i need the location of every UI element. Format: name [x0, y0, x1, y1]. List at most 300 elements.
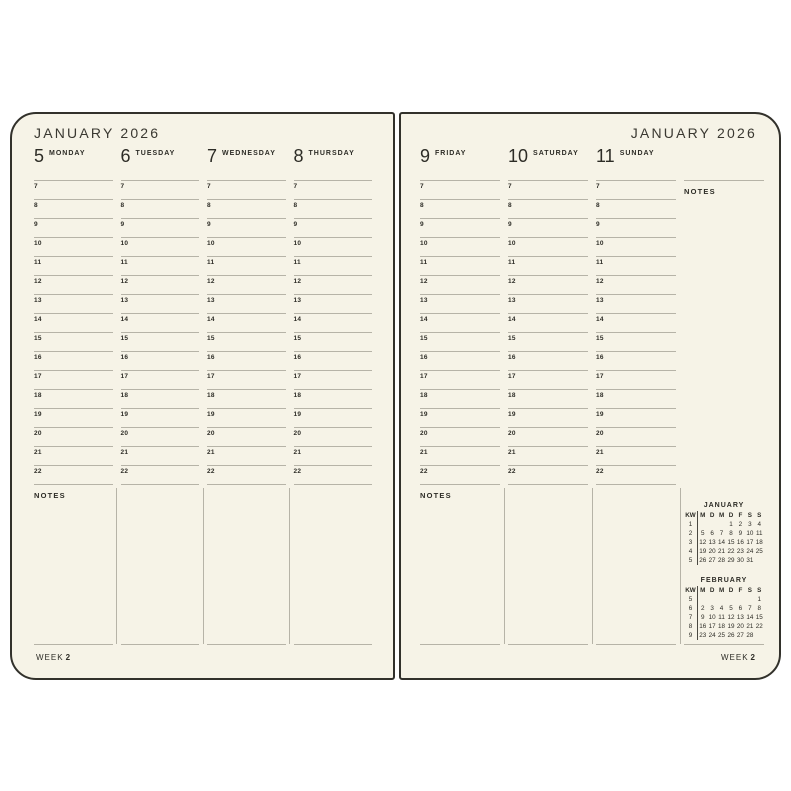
time-slot-row[interactable]	[207, 294, 286, 313]
calendar-day: 31	[746, 557, 754, 564]
time-slot-hour: 9	[420, 221, 424, 228]
calendar-day-header: D	[709, 587, 715, 594]
calendar-day: 10	[708, 614, 716, 621]
notes-label: NOTES	[34, 491, 66, 500]
mini-calendar-february	[684, 577, 764, 640]
time-slot-row[interactable]	[596, 180, 676, 199]
time-slot-row[interactable]	[596, 408, 676, 427]
time-slot-row[interactable]	[294, 294, 373, 313]
time-slot-hour: 18	[508, 392, 516, 399]
time-slot-row[interactable]	[420, 351, 500, 370]
time-slot-row[interactable]	[508, 427, 588, 446]
time-slot-hour: 19	[34, 411, 42, 418]
time-slot-row[interactable]	[121, 256, 200, 275]
time-slot-row[interactable]	[121, 446, 200, 465]
time-slot-hour: 22	[508, 468, 516, 475]
time-slot-row[interactable]	[34, 237, 113, 256]
time-slot-row[interactable]	[121, 199, 200, 218]
time-slot-hour: 9	[293, 221, 298, 228]
time-slot-hour: 7	[596, 183, 600, 190]
notes-column-spacer	[684, 147, 764, 180]
calendar-week-number: 6	[684, 604, 698, 613]
notes-column	[684, 147, 764, 485]
calendar-day: 27	[708, 557, 716, 564]
time-slot-hour: 13	[293, 297, 302, 304]
time-slot-hour: 12	[293, 278, 302, 285]
notes-cell[interactable]	[34, 485, 113, 645]
calendar-day	[717, 595, 726, 604]
notes-cell[interactable]	[121, 485, 200, 645]
time-slot-hour: 14	[34, 316, 42, 323]
calendar-day: 18	[718, 623, 726, 630]
calendar-day: 11	[718, 614, 725, 621]
day-header	[207, 147, 286, 180]
calendar-day: 25	[755, 548, 763, 555]
time-slot-row[interactable]	[596, 332, 676, 351]
calendar-day-header: M	[700, 512, 706, 519]
time-slot-hour: 11	[120, 259, 128, 266]
notes-cell[interactable]	[207, 485, 286, 645]
time-slot-row[interactable]	[294, 256, 373, 275]
calendar-day: 29	[727, 557, 735, 564]
calendar-week-col-header: KW	[684, 586, 698, 595]
time-slot-row[interactable]	[34, 180, 113, 199]
calendar-day: 20	[708, 548, 716, 555]
time-slot-hour: 10	[207, 240, 215, 247]
notes-cell[interactable]	[508, 485, 588, 645]
day-header	[420, 147, 500, 180]
time-slot-hour: 18	[120, 392, 129, 399]
time-slot-hour: 19	[293, 411, 302, 418]
calendar-day: 28	[718, 557, 726, 564]
calendar-day: 17	[708, 623, 716, 630]
day-number: 8	[293, 146, 304, 166]
calendar-day: 7	[719, 530, 724, 537]
time-slot-row[interactable]	[294, 218, 373, 237]
time-slot-row[interactable]	[207, 218, 286, 237]
notes-cell[interactable]	[596, 485, 676, 645]
calendar-day: 24	[708, 632, 716, 639]
time-slot-row[interactable]	[294, 408, 373, 427]
time-slot-row[interactable]	[207, 446, 286, 465]
time-slot-row[interactable]	[207, 370, 286, 389]
time-slot-row[interactable]	[294, 465, 373, 484]
week-word: WEEK	[36, 653, 64, 662]
time-slot-row[interactable]	[420, 218, 500, 237]
time-slot-row[interactable]	[207, 237, 286, 256]
time-slot-row[interactable]	[121, 389, 200, 408]
calendar-day-header: M	[700, 587, 706, 594]
time-slot-hour: 8	[293, 202, 298, 209]
left-notes-row	[34, 485, 372, 645]
time-slot-row[interactable]	[508, 294, 588, 313]
time-slot-row[interactable]	[294, 275, 373, 294]
time-slot-row[interactable]	[121, 465, 200, 484]
time-slot-row[interactable]	[121, 294, 200, 313]
calendar-day: 3	[748, 521, 752, 528]
time-slot-row[interactable]	[121, 332, 200, 351]
calendar-day: 26	[699, 557, 707, 564]
calendar-day: 30	[736, 557, 744, 564]
time-slot-row[interactable]	[420, 370, 500, 389]
time-slot-hour: 9	[207, 221, 211, 228]
time-slot-hour: 10	[120, 240, 129, 247]
time-slot-row[interactable]	[34, 408, 113, 427]
time-slot-row[interactable]	[596, 427, 676, 446]
time-slot-hour: 19	[508, 411, 516, 418]
calendar-day: 2	[700, 605, 705, 612]
time-slot-hour: 14	[293, 316, 302, 323]
time-slot-hour: 21	[120, 449, 129, 456]
time-slot-row[interactable]	[596, 370, 676, 389]
time-slot-hour: 12	[34, 278, 42, 285]
time-slot-row[interactable]	[508, 351, 588, 370]
time-slot-hour: 8	[120, 202, 125, 209]
time-slot-row[interactable]	[294, 427, 373, 446]
time-slot-row[interactable]	[508, 408, 588, 427]
calendar-day: 3	[710, 605, 714, 612]
time-slot-row[interactable]	[596, 446, 676, 465]
time-slot-row[interactable]	[207, 408, 286, 427]
time-slot-row[interactable]	[207, 275, 286, 294]
calendar-day: 2	[738, 521, 743, 528]
time-slot-hour: 15	[120, 335, 129, 342]
calendar-day: 21	[746, 623, 754, 630]
time-slot-row[interactable]	[34, 218, 113, 237]
time-slot-row[interactable]	[420, 199, 500, 218]
time-slot-row[interactable]	[294, 180, 373, 199]
day-header	[596, 147, 676, 180]
time-slot-row[interactable]	[207, 313, 286, 332]
time-slot-hour: 16	[120, 354, 129, 361]
calendar-week-col-header: KW	[684, 511, 698, 520]
page-title: JANUARY 2026	[34, 125, 161, 141]
calendar-day: 23	[699, 632, 707, 639]
time-slot-hour: 11	[34, 259, 42, 266]
time-slot-row[interactable]	[294, 313, 373, 332]
time-slot-hour: 18	[34, 392, 42, 399]
right-day-columns	[420, 147, 764, 485]
calendar-day-header: S	[747, 512, 752, 519]
time-slot-hour: 11	[508, 259, 516, 266]
day-number: 6	[120, 146, 131, 166]
time-slot-row[interactable]	[207, 465, 286, 484]
time-slot-row[interactable]	[121, 427, 200, 446]
time-slot-hour: 11	[293, 259, 301, 266]
time-slot-hour: 8	[508, 202, 512, 209]
time-slot-hour: 10	[596, 240, 604, 247]
calendar-day	[707, 520, 716, 529]
time-slot-row[interactable]	[596, 237, 676, 256]
time-slot-hour: 7	[120, 183, 125, 190]
time-slot-row[interactable]	[508, 199, 588, 218]
calendar-day	[698, 595, 707, 604]
time-slot-row[interactable]	[121, 313, 200, 332]
time-slot-row[interactable]	[34, 370, 113, 389]
calendar-day: 18	[755, 539, 763, 546]
calendar-day	[736, 595, 745, 604]
time-slot-hour: 17	[596, 373, 604, 380]
time-slot-row[interactable]	[508, 332, 588, 351]
day-name: MONDAY	[49, 150, 86, 157]
time-slot-row[interactable]	[420, 408, 500, 427]
time-slot-row[interactable]	[508, 256, 588, 275]
calendar-day: 13	[736, 614, 744, 621]
calendar-day: 26	[727, 632, 735, 639]
notes-label: NOTES	[420, 491, 452, 500]
calendar-day-header: F	[738, 512, 743, 519]
time-slot-hour: 16	[34, 354, 42, 361]
mini-calendar-january	[684, 502, 764, 565]
time-slot-row[interactable]	[596, 465, 676, 484]
time-slot-row[interactable]	[508, 180, 588, 199]
time-slot-hour: 17	[207, 373, 215, 380]
day-number: 11	[596, 146, 615, 166]
time-slot-row[interactable]	[121, 237, 200, 256]
calendar-day: 15	[727, 539, 735, 546]
time-slot-hour: 7	[420, 183, 424, 190]
time-grid	[420, 180, 500, 485]
calendar-day: 8	[729, 530, 733, 537]
time-slot-row[interactable]	[207, 351, 286, 370]
time-slot-hour: 10	[34, 240, 42, 247]
time-slot-row[interactable]	[294, 237, 373, 256]
time-slot-row[interactable]	[121, 408, 200, 427]
day-name: SUNDAY	[619, 150, 655, 157]
time-slot-row[interactable]	[34, 199, 113, 218]
time-slot-hour: 22	[120, 468, 129, 475]
time-slot-hour: 9	[508, 221, 512, 228]
time-slot-row[interactable]	[420, 465, 500, 484]
day-column-sunday	[596, 147, 676, 485]
time-slot-hour: 22	[34, 468, 42, 475]
time-slot-row[interactable]	[596, 275, 676, 294]
time-slot-hour: 7	[207, 183, 211, 190]
time-slot-hour: 14	[596, 316, 604, 323]
week-label	[36, 653, 70, 662]
time-slot-row[interactable]	[207, 199, 286, 218]
time-slot-row[interactable]	[420, 294, 500, 313]
time-slot-row[interactable]	[34, 427, 113, 446]
time-slot-hour: 18	[207, 392, 215, 399]
time-slot-row[interactable]	[34, 313, 113, 332]
time-grid	[508, 180, 588, 485]
time-slot-row[interactable]	[34, 465, 113, 484]
day-name: FRIDAY	[435, 150, 467, 157]
time-slot-row[interactable]	[121, 218, 200, 237]
calendar-day: 13	[708, 539, 716, 546]
time-slot-row[interactable]	[294, 446, 373, 465]
calendar-day: 6	[738, 605, 743, 612]
time-slot-hour: 8	[596, 202, 600, 209]
calendar-week-number: 7	[684, 613, 698, 622]
time-slot-row[interactable]	[508, 370, 588, 389]
time-slot-row[interactable]	[420, 256, 500, 275]
time-slot-row[interactable]	[207, 332, 286, 351]
time-slot-hour: 16	[596, 354, 604, 361]
time-slot-hour: 13	[596, 297, 604, 304]
time-slot-row[interactable]	[420, 313, 500, 332]
time-slot-hour: 20	[207, 430, 215, 437]
time-slot-hour: 20	[508, 430, 516, 437]
time-slot-row[interactable]	[294, 199, 373, 218]
time-slot-row[interactable]	[596, 218, 676, 237]
calendar-week-number: 1	[684, 520, 698, 529]
calendar-day: 12	[727, 614, 735, 621]
calendar-day-header: M	[718, 587, 725, 594]
day-column-tuesday	[121, 147, 200, 485]
calendar-week-number: 3	[684, 538, 698, 547]
time-slot-row[interactable]	[121, 180, 200, 199]
week-label	[721, 653, 755, 662]
time-slot-row[interactable]	[294, 332, 373, 351]
time-slot-hour: 20	[34, 430, 42, 437]
time-slot-row[interactable]	[207, 256, 286, 275]
time-slot-hour: 15	[207, 335, 215, 342]
day-column-thursday	[294, 147, 373, 485]
time-slot-hour: 9	[596, 221, 600, 228]
time-slot-hour: 16	[420, 354, 428, 361]
time-slot-row[interactable]	[596, 199, 676, 218]
time-slot-row[interactable]	[420, 275, 500, 294]
time-slot-row[interactable]	[596, 351, 676, 370]
mini-calendars-cell	[684, 485, 764, 645]
time-slot-hour: 15	[596, 335, 604, 342]
time-slot-row[interactable]	[596, 313, 676, 332]
time-slot-hour: 13	[420, 297, 428, 304]
right-page	[399, 112, 781, 680]
time-slot-row[interactable]	[508, 313, 588, 332]
time-slot-hour: 19	[596, 411, 604, 418]
time-slot-row[interactable]	[121, 370, 200, 389]
time-slot-hour: 19	[420, 411, 428, 418]
time-slot-row[interactable]	[294, 389, 373, 408]
time-slot-row[interactable]	[34, 256, 113, 275]
calendar-day: 15	[755, 614, 763, 621]
calendar-day: 14	[746, 614, 754, 621]
time-slot-hour: 9	[34, 221, 38, 228]
time-slot-row[interactable]	[207, 427, 286, 446]
time-slot-row[interactable]	[294, 370, 373, 389]
day-number: 7	[207, 146, 218, 166]
calendar-day: 1	[757, 596, 762, 603]
time-slot-row[interactable]	[34, 294, 113, 313]
calendar-day	[726, 595, 735, 604]
time-slot-hour: 13	[34, 297, 42, 304]
time-slot-row[interactable]	[596, 294, 676, 313]
time-slot-row[interactable]	[420, 427, 500, 446]
notes-cell[interactable]	[294, 485, 373, 645]
notes-column-area[interactable]	[684, 180, 764, 199]
calendar-day: 9	[700, 614, 705, 621]
time-slot-row[interactable]	[508, 237, 588, 256]
time-slot-row[interactable]	[34, 389, 113, 408]
calendar-week-number: 8	[684, 622, 698, 631]
time-slot-row[interactable]	[508, 275, 588, 294]
time-slot-hour: 13	[207, 297, 215, 304]
time-slot-hour: 21	[34, 449, 42, 456]
day-number: 10	[508, 146, 529, 166]
time-slot-hour: 15	[293, 335, 302, 342]
time-slot-row[interactable]	[34, 351, 113, 370]
time-slot-row[interactable]	[508, 389, 588, 408]
page-title: JANUARY 2026	[630, 125, 757, 141]
time-slot-hour: 8	[207, 202, 211, 209]
time-slot-row[interactable]	[420, 389, 500, 408]
time-slot-row[interactable]	[420, 332, 500, 351]
time-slot-hour: 18	[420, 392, 428, 399]
time-slot-hour: 21	[420, 449, 428, 456]
time-slot-hour: 7	[508, 183, 512, 190]
time-slot-hour: 9	[120, 221, 125, 228]
time-slot-hour: 14	[207, 316, 215, 323]
day-name: TUESDAY	[135, 150, 176, 157]
calendar-day: 17	[746, 539, 754, 546]
calendar-day	[717, 520, 726, 529]
time-slot-hour: 11	[420, 259, 428, 266]
mini-calendar-title: FEBRUARY	[700, 577, 748, 584]
time-grid	[34, 180, 113, 485]
time-slot-row[interactable]	[294, 351, 373, 370]
time-slot-row[interactable]	[420, 180, 500, 199]
time-slot-row[interactable]	[34, 446, 113, 465]
mini-calendar-title: JANUARY	[703, 502, 745, 509]
calendar-week-number: 4	[684, 547, 698, 556]
time-slot-hour: 15	[508, 335, 516, 342]
calendar-week-number: 2	[684, 529, 698, 538]
day-column-wednesday	[207, 147, 286, 485]
time-slot-row[interactable]	[420, 446, 500, 465]
notes-cell[interactable]	[420, 485, 500, 645]
time-slot-hour: 8	[420, 202, 424, 209]
time-slot-hour: 17	[120, 373, 129, 380]
calendar-day: 1	[729, 521, 733, 528]
time-slot-hour: 14	[508, 316, 516, 323]
time-slot-hour: 20	[120, 430, 129, 437]
time-slot-row[interactable]	[508, 218, 588, 237]
time-slot-row[interactable]	[34, 275, 113, 294]
time-slot-row[interactable]	[121, 351, 200, 370]
calendar-day: 28	[746, 632, 754, 639]
calendar-day: 22	[727, 548, 735, 555]
day-header	[34, 147, 113, 180]
time-slot-hour: 15	[420, 335, 428, 342]
time-slot-row[interactable]	[420, 237, 500, 256]
time-slot-row[interactable]	[207, 389, 286, 408]
time-slot-row[interactable]	[508, 465, 588, 484]
time-slot-hour: 12	[207, 278, 215, 285]
calendar-day: 14	[718, 539, 726, 546]
calendar-day: 5	[729, 605, 733, 612]
time-slot-hour: 14	[420, 316, 428, 323]
time-slot-row[interactable]	[34, 332, 113, 351]
time-slot-row[interactable]	[508, 446, 588, 465]
time-slot-hour: 12	[508, 278, 516, 285]
time-slot-row[interactable]	[207, 180, 286, 199]
time-slot-row[interactable]	[596, 389, 676, 408]
right-notes-row	[420, 485, 764, 645]
time-slot-hour: 21	[596, 449, 604, 456]
day-name: SATURDAY	[533, 150, 579, 157]
time-slot-hour: 12	[596, 278, 604, 285]
time-slot-hour: 17	[420, 373, 428, 380]
mini-calendar-grid	[684, 511, 764, 565]
time-slot-hour: 19	[207, 411, 215, 418]
calendar-day-header: D	[728, 512, 734, 519]
time-slot-row[interactable]	[596, 256, 676, 275]
time-slot-row[interactable]	[121, 275, 200, 294]
calendar-day: 16	[736, 539, 744, 546]
